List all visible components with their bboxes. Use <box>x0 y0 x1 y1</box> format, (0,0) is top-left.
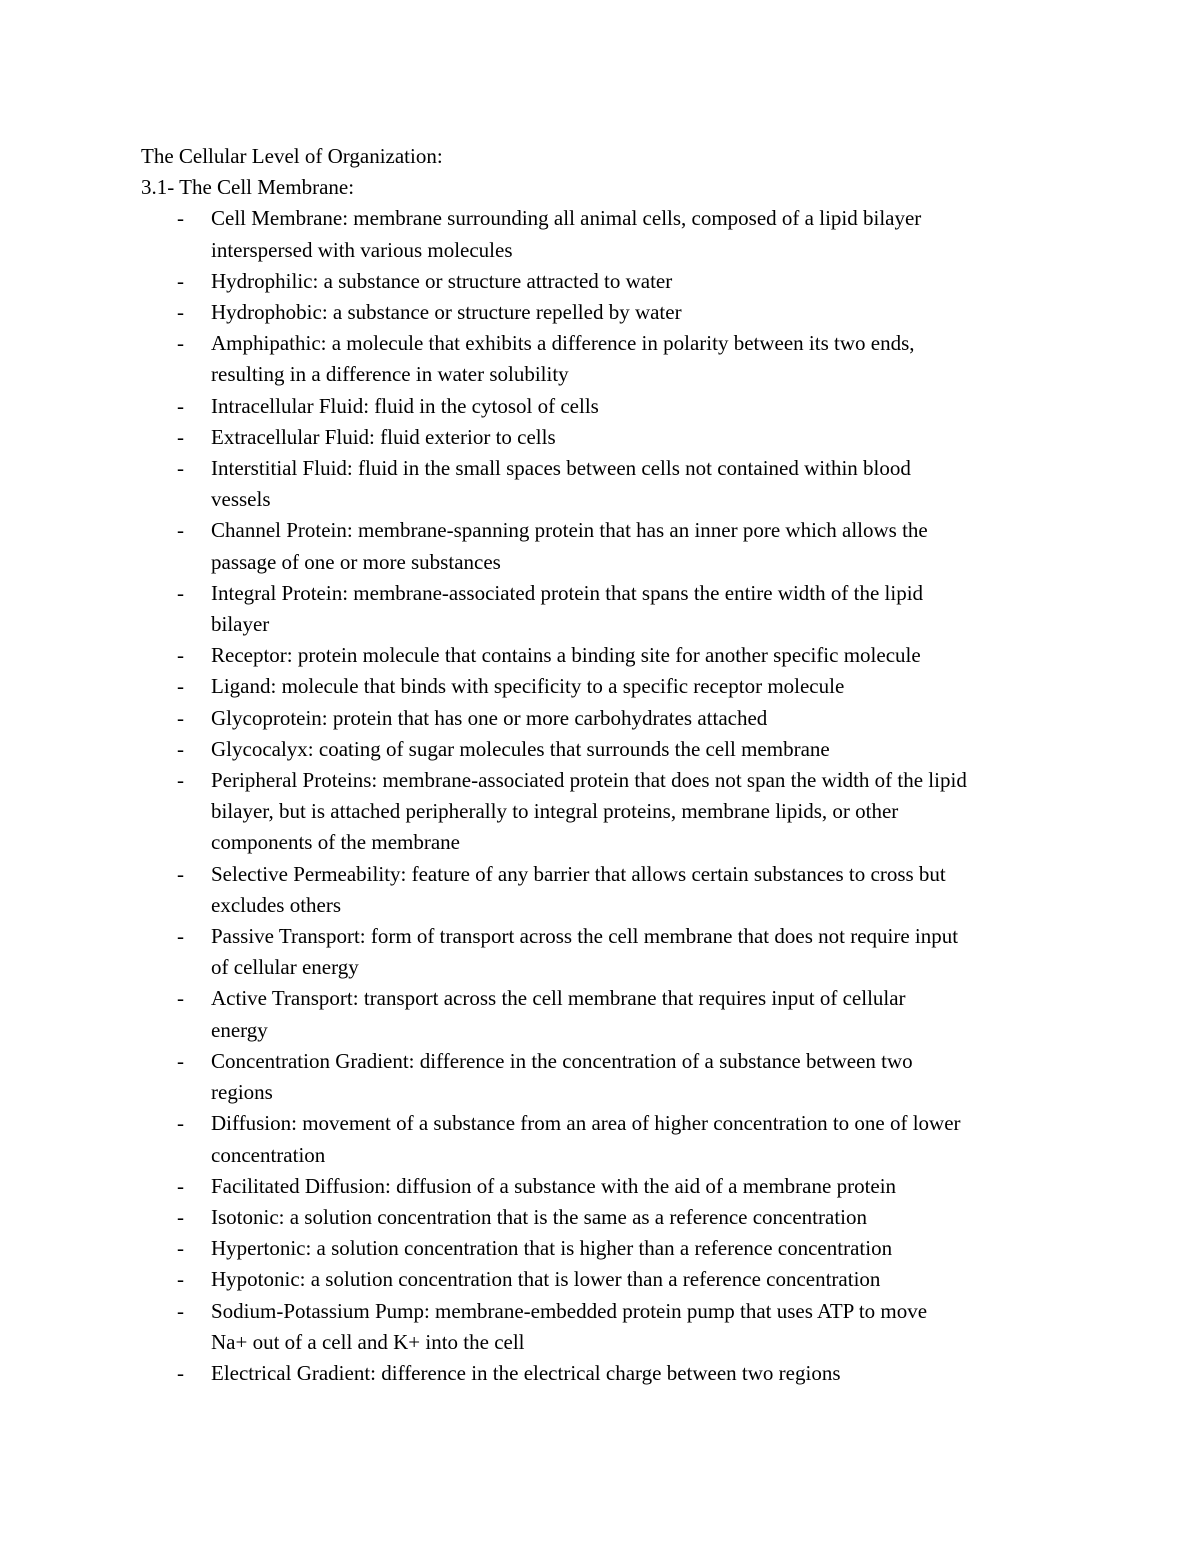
bullet-dash: - <box>177 861 184 886</box>
term-item <box>141 453 1071 515</box>
term-item <box>141 391 1071 422</box>
term-text-line: Hydrophobic: a substance or structure repelled by water <box>211 300 682 325</box>
term-text-line: vessels <box>211 487 271 512</box>
term-text-line: Hydrophilic: a substance or structure attracted to water <box>211 268 673 293</box>
term-item <box>141 765 1071 859</box>
section-heading: 3.1- The Cell Membrane: <box>141 175 355 200</box>
term-text-line: regions <box>211 1080 273 1105</box>
term-text-line: concentration <box>211 1142 326 1167</box>
bullet-dash: - <box>177 924 184 949</box>
term-text-line: components of the membrane <box>211 830 461 855</box>
term-text-line: bilayer, but is attached peripherally to integral proteins, membrane lipids, or other <box>211 799 899 824</box>
term-item <box>141 515 1071 577</box>
bullet-dash: - <box>177 456 184 481</box>
bullet-dash: - <box>177 580 184 605</box>
term-text-line: Glycocalyx: coating of sugar molecules that surrounds the cell membrane <box>211 736 830 761</box>
term-text-line: passage of one or more substances <box>211 549 501 574</box>
term-item <box>141 1046 1071 1108</box>
term-text-line: Diffusion: movement of a substance from an area of higher concentration to one of lower <box>211 1111 961 1136</box>
term-item <box>141 266 1071 297</box>
term-text-line: Cell Membrane: membrane surrounding all animal cells, composed of a lipid bilayer <box>211 206 922 231</box>
bullet-dash: - <box>177 268 184 293</box>
bullet-dash: - <box>177 1111 184 1136</box>
bullet-dash: - <box>177 1048 184 1073</box>
term-item <box>141 1233 1071 1264</box>
term-item <box>141 640 1071 671</box>
term-text-line: interspersed with various molecules <box>211 237 513 262</box>
bullet-dash: - <box>177 1173 184 1198</box>
bullet-dash: - <box>177 986 184 1011</box>
bullet-dash: - <box>177 736 184 761</box>
bullet-dash: - <box>177 643 184 668</box>
bullet-dash: - <box>177 1298 184 1323</box>
term-item <box>141 1264 1071 1295</box>
term-text-line: Active Transport: transport across the cell membrane that requires input of cellular <box>211 986 906 1011</box>
term-text-line: Amphipathic: a molecule that exhibits a difference in polarity between its two ends, <box>211 331 915 356</box>
term-item <box>141 1108 1071 1170</box>
term-text-line: Ligand: molecule that binds with specificity to a specific receptor molecule <box>211 674 845 699</box>
document-title: The Cellular Level of Organization: <box>141 144 443 168</box>
term-item <box>141 1202 1071 1233</box>
term-text-line: Hypertonic: a solution concentration that is higher than a reference concentration <box>211 1236 893 1261</box>
term-item <box>141 703 1071 734</box>
bullet-dash: - <box>177 331 184 356</box>
term-text-line: resulting in a difference in water solubility <box>211 362 569 387</box>
bullet-dash: - <box>177 1204 184 1229</box>
term-text-line: Sodium-Potassium Pump: membrane-embedded protein pump that uses ATP to move <box>211 1298 928 1323</box>
term-text-line: Interstitial Fluid: fluid in the small spaces between cells not contained within blood <box>211 456 911 481</box>
bullet-dash: - <box>177 424 184 449</box>
term-item <box>141 921 1071 983</box>
term-item <box>141 203 1071 265</box>
term-text-line: Passive Transport: form of transport across the cell membrane that does not require input <box>211 924 959 949</box>
term-text-line: Selective Permeability: feature of any barrier that allows certain substances to cross but <box>211 861 946 886</box>
term-item <box>141 1296 1071 1358</box>
term-text-line: Electrical Gradient: difference in the electrical charge between two regions <box>211 1360 841 1385</box>
term-text-line: excludes others <box>211 892 342 917</box>
bullet-dash: - <box>177 1267 184 1292</box>
term-text-line: Peripheral Proteins: membrane-associated protein that does not span the width of the lipid <box>211 768 967 793</box>
term-item <box>141 578 1071 640</box>
term-text-line: Receptor: protein molecule that contains a binding site for another specific molecule <box>211 643 921 668</box>
term-item <box>141 1358 1071 1389</box>
term-text-line: Na+ out of a cell and K+ into the cell <box>211 1329 525 1354</box>
bullet-dash: - <box>177 1360 184 1385</box>
term-text-line: Channel Protein: membrane-spanning protein that has an inner pore which allows the <box>211 518 928 543</box>
term-item <box>141 1171 1071 1202</box>
term-item <box>141 859 1071 921</box>
term-text-line: energy <box>211 1017 268 1042</box>
bullet-dash: - <box>177 674 184 699</box>
bullet-dash: - <box>177 705 184 730</box>
term-item <box>141 671 1071 702</box>
bullet-dash: - <box>177 393 184 418</box>
bullet-dash: - <box>177 518 184 543</box>
term-item <box>141 734 1071 765</box>
term-item <box>141 422 1071 453</box>
term-item <box>141 983 1071 1045</box>
bullet-dash: - <box>177 768 184 793</box>
term-list <box>141 203 1071 1389</box>
term-text-line: Hypotonic: a solution concentration that is lower than a reference concentration <box>211 1267 881 1292</box>
term-text-line: Intracellular Fluid: fluid in the cytosol of cells <box>211 393 599 418</box>
term-item <box>141 328 1071 390</box>
term-text-line: of cellular energy <box>211 955 359 980</box>
bullet-dash: - <box>177 206 184 231</box>
term-text-line: Glycoprotein: protein that has one or more carbohydrates attached <box>211 705 768 730</box>
bullet-dash: - <box>177 1236 184 1261</box>
term-text-line: Facilitated Diffusion: diffusion of a substance with the aid of a membrane protein <box>211 1173 897 1198</box>
term-text-line: Integral Protein: membrane-associated protein that spans the entire width of the lipid <box>211 580 924 605</box>
term-text-line: Isotonic: a solution concentration that is the same as a reference concentration <box>211 1204 867 1229</box>
bullet-dash: - <box>177 300 184 325</box>
term-text-line: Extracellular Fluid: fluid exterior to cells <box>211 424 556 449</box>
term-item <box>141 297 1071 328</box>
term-text-line: Concentration Gradient: difference in the concentration of a substance between two <box>211 1048 913 1073</box>
document-body <box>141 141 1071 1389</box>
term-text-line: bilayer <box>211 612 270 637</box>
